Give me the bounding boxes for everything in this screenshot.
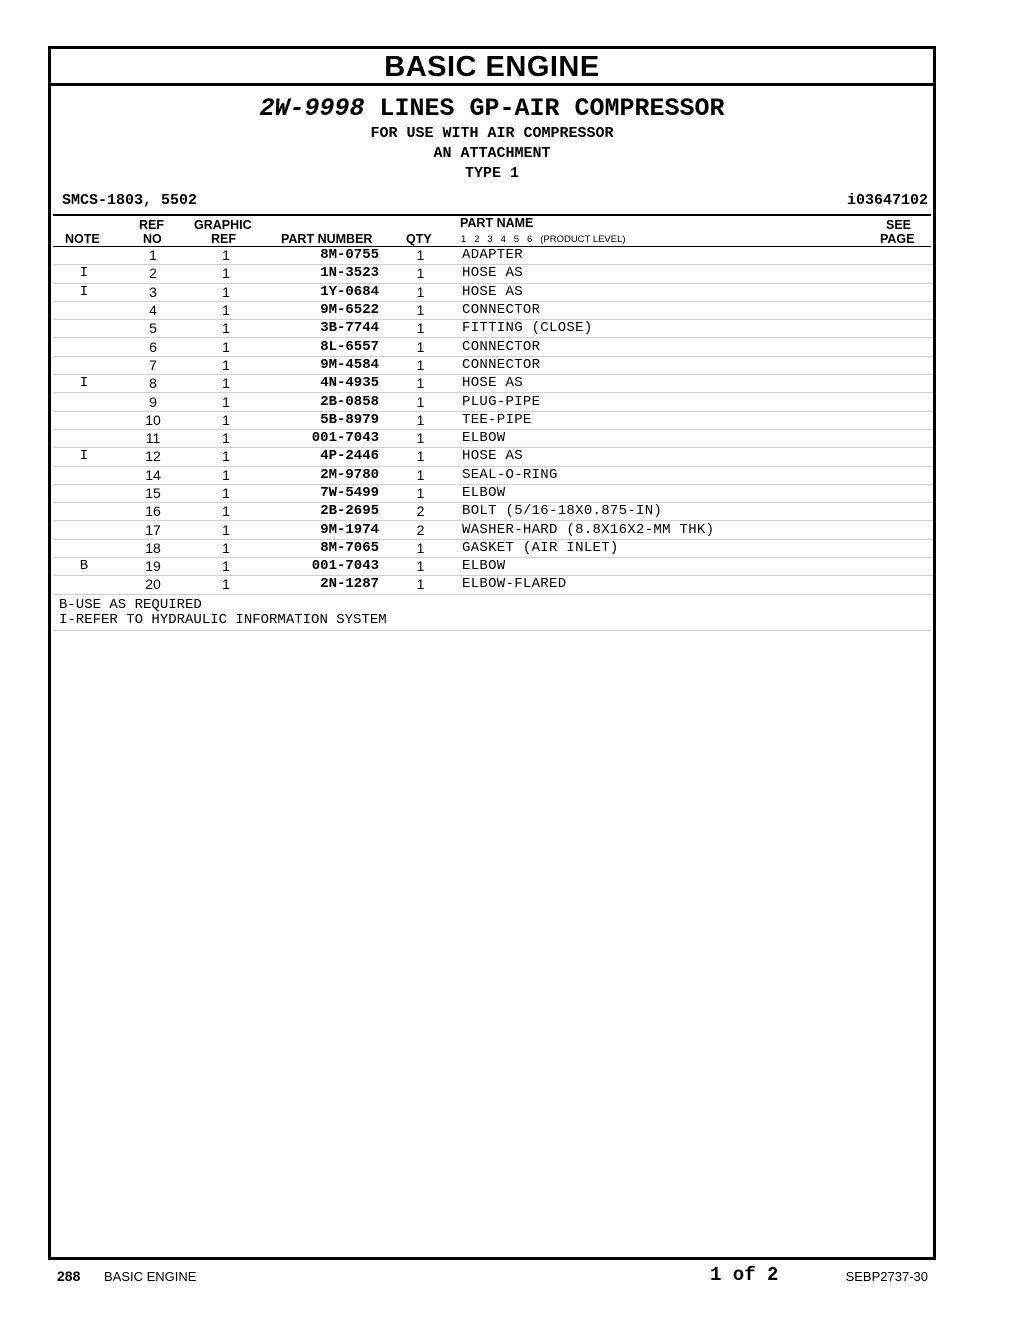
cell-part-number: 7W-5499 <box>261 484 380 502</box>
cell-qty: 1 <box>380 429 461 447</box>
table-row <box>53 356 933 374</box>
cell-note <box>53 301 115 319</box>
cell-ref-no: 14 <box>115 466 191 484</box>
cell-graphic-ref: 1 <box>191 301 261 319</box>
cell-graphic-ref: 1 <box>191 356 261 374</box>
cell-note <box>53 247 115 265</box>
notes-block <box>53 595 931 631</box>
page-frame <box>48 46 936 1260</box>
cell-part-number: 9M-4584 <box>261 356 380 374</box>
cell-note <box>53 393 115 411</box>
table-row <box>53 448 933 466</box>
cell-part-name: CONNECTOR <box>461 301 933 319</box>
cell-graphic-ref: 1 <box>191 393 261 411</box>
footer-section: BASIC ENGINE <box>104 1269 197 1284</box>
cell-part-name: ELBOW <box>461 558 933 576</box>
table-row <box>53 576 933 594</box>
cell-part-number: 8M-0755 <box>261 247 380 265</box>
cell-part-number: 9M-6522 <box>261 301 380 319</box>
table-row <box>53 375 933 393</box>
cell-ref-no: 20 <box>115 576 191 594</box>
col-ref-bottom: NO <box>143 232 162 246</box>
cell-part-name: FITTING (CLOSE) <box>461 320 933 338</box>
cell-graphic-ref: 1 <box>191 375 261 393</box>
cell-part-name: BOLT (5/16-18X0.875-IN) <box>461 503 933 521</box>
cell-part-number: 2N-1287 <box>261 576 380 594</box>
cell-graphic-ref: 1 <box>191 411 261 429</box>
cell-ref-no: 10 <box>115 411 191 429</box>
cell-qty: 1 <box>380 338 461 356</box>
col-ref-top: REF <box>139 218 164 232</box>
col-graphic-top: GRAPHIC <box>194 218 252 232</box>
cell-qty: 2 <box>380 521 461 539</box>
cell-note: B <box>53 558 115 576</box>
table-row <box>53 521 933 539</box>
table-row <box>53 558 933 576</box>
cell-note <box>53 429 115 447</box>
group-subtitle-1: FOR USE WITH AIR COMPRESSOR <box>370 125 614 142</box>
cell-note: I <box>53 448 115 466</box>
cell-qty: 1 <box>380 539 461 557</box>
section-title: BASIC ENGINE <box>51 49 933 86</box>
cell-ref-no: 3 <box>115 283 191 301</box>
cell-ref-no: 18 <box>115 539 191 557</box>
group-subtitle-3: TYPE 1 <box>464 165 519 182</box>
cell-note <box>53 466 115 484</box>
page-number: 288 <box>57 1268 81 1284</box>
cell-note <box>53 539 115 557</box>
cell-qty: 1 <box>380 576 461 594</box>
group-title <box>51 94 933 124</box>
cell-ref-no: 17 <box>115 521 191 539</box>
cell-ref-no: 4 <box>115 301 191 319</box>
col-part-name: PART NAME <box>460 216 534 230</box>
group-part-number: 2W-9998 <box>259 94 365 123</box>
cell-part-number: 001-7043 <box>261 429 380 447</box>
cell-part-name: ELBOW-FLARED <box>461 576 933 594</box>
cell-graphic-ref: 1 <box>191 558 261 576</box>
cell-ref-no: 6 <box>115 338 191 356</box>
table-row <box>53 265 933 283</box>
cell-graphic-ref: 1 <box>191 265 261 283</box>
cell-note <box>53 411 115 429</box>
cell-qty: 1 <box>380 247 461 265</box>
cell-part-name: TEE-PIPE <box>461 411 933 429</box>
cell-graphic-ref: 1 <box>191 576 261 594</box>
cell-part-name: SEAL-O-RING <box>461 466 933 484</box>
cell-part-number: 2B-0858 <box>261 393 380 411</box>
table-row <box>53 338 933 356</box>
col-see-top: SEE <box>886 218 912 232</box>
cell-ref-no: 11 <box>115 429 191 447</box>
cell-graphic-ref: 1 <box>191 521 261 539</box>
cell-part-name: CONNECTOR <box>461 338 933 356</box>
cell-part-name: GASKET (AIR INLET) <box>461 539 933 557</box>
cell-qty: 1 <box>380 265 461 283</box>
cell-part-name: HOSE AS <box>461 265 933 283</box>
cell-qty: 1 <box>380 466 461 484</box>
smcs-code: SMCS-1803, 5502 <box>62 192 198 209</box>
cell-note <box>53 484 115 502</box>
cell-part-number: 2M-9780 <box>261 466 380 484</box>
cell-part-number: 5B-8979 <box>261 411 380 429</box>
cell-note <box>53 503 115 521</box>
cell-graphic-ref: 1 <box>191 448 261 466</box>
col-part-number: PART NUMBER <box>281 232 373 246</box>
table-row <box>53 429 933 447</box>
cell-ref-no: 15 <box>115 484 191 502</box>
table-row <box>53 283 933 301</box>
table-row <box>53 466 933 484</box>
cell-ref-no: 16 <box>115 503 191 521</box>
cell-qty: 1 <box>380 411 461 429</box>
cell-note: I <box>53 375 115 393</box>
cell-qty: 1 <box>380 484 461 502</box>
cell-qty: 1 <box>380 283 461 301</box>
cell-note <box>53 576 115 594</box>
cell-graphic-ref: 1 <box>191 503 261 521</box>
cell-ref-no: 9 <box>115 393 191 411</box>
col-note: NOTE <box>65 232 100 246</box>
cell-part-name: PLUG-PIPE <box>461 393 933 411</box>
column-headers <box>51 216 933 246</box>
cell-note <box>53 521 115 539</box>
note-b: B-USE AS REQUIRED <box>59 596 202 613</box>
group-title-text: LINES GP-AIR COMPRESSOR <box>364 94 725 123</box>
cell-part-name: HOSE AS <box>461 283 933 301</box>
group-subtitle-2: AN ATTACHMENT <box>433 145 551 162</box>
note-i: I-REFER TO HYDRAULIC INFORMATION SYSTEM <box>59 612 387 629</box>
cell-qty: 1 <box>380 356 461 374</box>
cell-qty: 1 <box>380 393 461 411</box>
cell-graphic-ref: 1 <box>191 429 261 447</box>
cell-ref-no: 12 <box>115 448 191 466</box>
col-graphic-bottom: REF <box>211 232 236 246</box>
col-product-levels: 1 2 3 4 5 6 (PRODUCT LEVEL) <box>461 234 626 245</box>
cell-qty: 1 <box>380 375 461 393</box>
smcs-row <box>51 190 933 214</box>
cell-part-name: CONNECTOR <box>461 356 933 374</box>
cell-graphic-ref: 1 <box>191 247 261 265</box>
cell-qty: 1 <box>380 301 461 319</box>
table-row <box>53 411 933 429</box>
page-footer <box>0 1264 1020 1288</box>
cell-ref-no: 1 <box>115 247 191 265</box>
cell-part-number: 8M-7065 <box>261 539 380 557</box>
cell-ref-no: 7 <box>115 356 191 374</box>
cell-note: I <box>53 265 115 283</box>
cell-part-number: 9M-1974 <box>261 521 380 539</box>
cell-part-number: 8L-6557 <box>261 338 380 356</box>
cell-graphic-ref: 1 <box>191 283 261 301</box>
document-id: SEBP2737-30 <box>845 1269 928 1284</box>
cell-part-name: ELBOW <box>461 484 933 502</box>
cell-part-name: HOSE AS <box>461 448 933 466</box>
cell-graphic-ref: 1 <box>191 484 261 502</box>
table-row <box>53 301 933 319</box>
table-row <box>53 320 933 338</box>
cell-graphic-ref: 1 <box>191 338 261 356</box>
cell-part-number: 4P-2446 <box>261 448 380 466</box>
cell-qty: 1 <box>380 320 461 338</box>
cell-part-name: ELBOW <box>461 429 933 447</box>
table-row <box>53 539 933 557</box>
cell-qty: 2 <box>380 503 461 521</box>
cell-qty: 1 <box>380 448 461 466</box>
cell-graphic-ref: 1 <box>191 539 261 557</box>
cell-graphic-ref: 1 <box>191 466 261 484</box>
cell-graphic-ref: 1 <box>191 320 261 338</box>
cell-part-name: ADAPTER <box>461 247 933 265</box>
cell-part-name: HOSE AS <box>461 375 933 393</box>
cell-part-number: 1N-3523 <box>261 265 380 283</box>
col-qty: QTY <box>406 232 432 246</box>
cell-ref-no: 19 <box>115 558 191 576</box>
illustration-id: i03647102 <box>846 192 928 209</box>
cell-ref-no: 2 <box>115 265 191 283</box>
table-row <box>53 503 933 521</box>
cell-part-number: 2B-2695 <box>261 503 380 521</box>
table-row <box>53 484 933 502</box>
cell-ref-no: 5 <box>115 320 191 338</box>
cell-part-number: 001-7043 <box>261 558 380 576</box>
cell-qty: 1 <box>380 558 461 576</box>
parts-table <box>53 247 933 595</box>
cell-ref-no: 8 <box>115 375 191 393</box>
table-row <box>53 393 933 411</box>
cell-note <box>53 320 115 338</box>
page-of: 1 of 2 <box>710 1264 779 1286</box>
cell-part-number: 1Y-0684 <box>261 283 380 301</box>
cell-part-name: WASHER-HARD (8.8X16X2-MM THK) <box>461 521 933 539</box>
table-row <box>53 247 933 265</box>
cell-part-number: 3B-7744 <box>261 320 380 338</box>
cell-note: I <box>53 283 115 301</box>
cell-part-number: 4N-4935 <box>261 375 380 393</box>
cell-note <box>53 356 115 374</box>
group-heading <box>51 94 933 184</box>
col-see-bottom: PAGE <box>880 232 915 246</box>
cell-note <box>53 338 115 356</box>
